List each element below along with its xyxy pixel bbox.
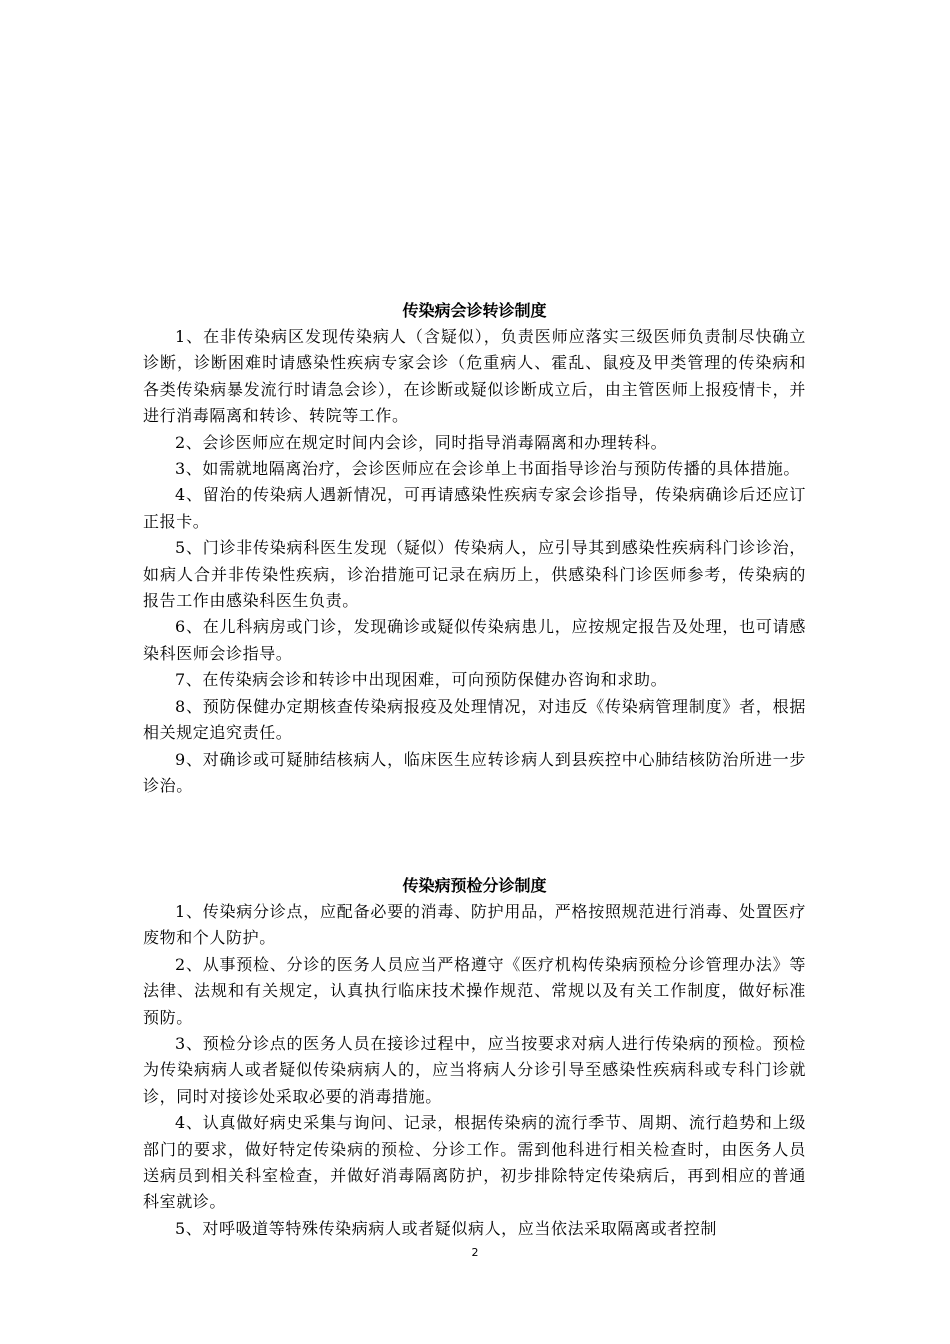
section-title: 传染病会诊转诊制度 — [402, 301, 547, 320]
paragraph: 7、在传染病会诊和转诊中出现困难，可向预防保健办咨询和求助。 — [175, 670, 668, 690]
paragraph: 6、在儿科病房或门诊，发现确诊或疑似传染病患儿，应按规定报告及处理，也可请感染科医师会诊指导。 — [143, 617, 806, 663]
paragraph: 3、如需就地隔离治疗，会诊医师应在会诊单上书面指导诊治与预防传播的具体措施。 — [175, 459, 800, 479]
paragraph: 2、从事预检、分诊的医务人员应当严格遵守《医疗机构传染病预检分诊管理办法》等法律、法规和有关规定，认真执行临床技术操作规范、常规以及有关工作制度，做好标准预防。 — [143, 954, 806, 1027]
paragraph: 1、传染病分诊点，应配备必要的消毒、防护用品，严格按照规范进行消毒、处置医疗废物和个人防护。 — [143, 902, 806, 948]
paragraph: 9、对确诊或可疑肺结核病人，临床医生应转诊病人到县疾控中心肺结核防治所进一步诊治。 — [143, 749, 806, 795]
paragraph: 5、门诊非传染病科医生发现（疑似）传染病人，应引导其到感染性疾病科门诊诊治，如病人合并非传染性疾病，诊治措施可记录在病历上，供感染科门诊医师参考，传染病的报告工作由感染科医生负责。 — [143, 538, 806, 611]
paragraph: 3、预检分诊点的医务人员在接诊过程中，应当按要求对病人进行传染病的预检。预检为传染病病人或者疑似传染病病人的，应当将病人分诊引导至感染性疾病科或专科门诊就诊，同时对接诊处采取必要的消毒措施。 — [143, 1034, 806, 1106]
paragraph: 2、会诊医师应在规定时间内会诊，同时指导消毒隔离和办理转科。 — [175, 432, 668, 452]
section-pre-screening-triage — [143, 873, 806, 1242]
paragraph: 8、预防保健办定期核查传染病报疫及处理情况，对违反《传染病管理制度》者，根据相关规定追究责任。 — [143, 696, 806, 743]
paragraph: 4、留治的传染病人遇新情况，可再请感染性疾病专家会诊指导，传染病确诊后还应订正报卡。 — [143, 485, 806, 531]
section-title: 传染病预检分诊制度 — [402, 876, 547, 895]
section-consultation-referral — [143, 298, 806, 799]
page-number: 2 — [471, 1246, 479, 1259]
paragraph: 4、认真做好病史采集与询问、记录，根据传染病的流行季节、周期、流行趋势和上级部门的要求，做好特定传染病的预检、分诊工作。需到他科进行相关检查时，由医务人员送病员到相关科室检查，并做好消毒隔离防护，初步排除特定传染病后，再到相应的普通科室就诊。 — [143, 1113, 806, 1212]
paragraph: 5、对呼吸道等特殊传染病病人或者疑似病人，应当依法采取隔离或者控制 — [175, 1218, 717, 1238]
paragraph: 1、在非传染病区发现传染病人（含疑似），负责医师应落实三级医师负责制尽快确立诊断，诊断困难时请感染性疾病专家会诊（危重病人、霍乱、鼠疫及甲类管理的传染病和各类传染病暴发流行时请急会诊），在诊断或疑似诊断成立后，由主管医师上报疫情卡，并进行消毒隔离和转诊、转院等工作。 — [143, 327, 806, 426]
